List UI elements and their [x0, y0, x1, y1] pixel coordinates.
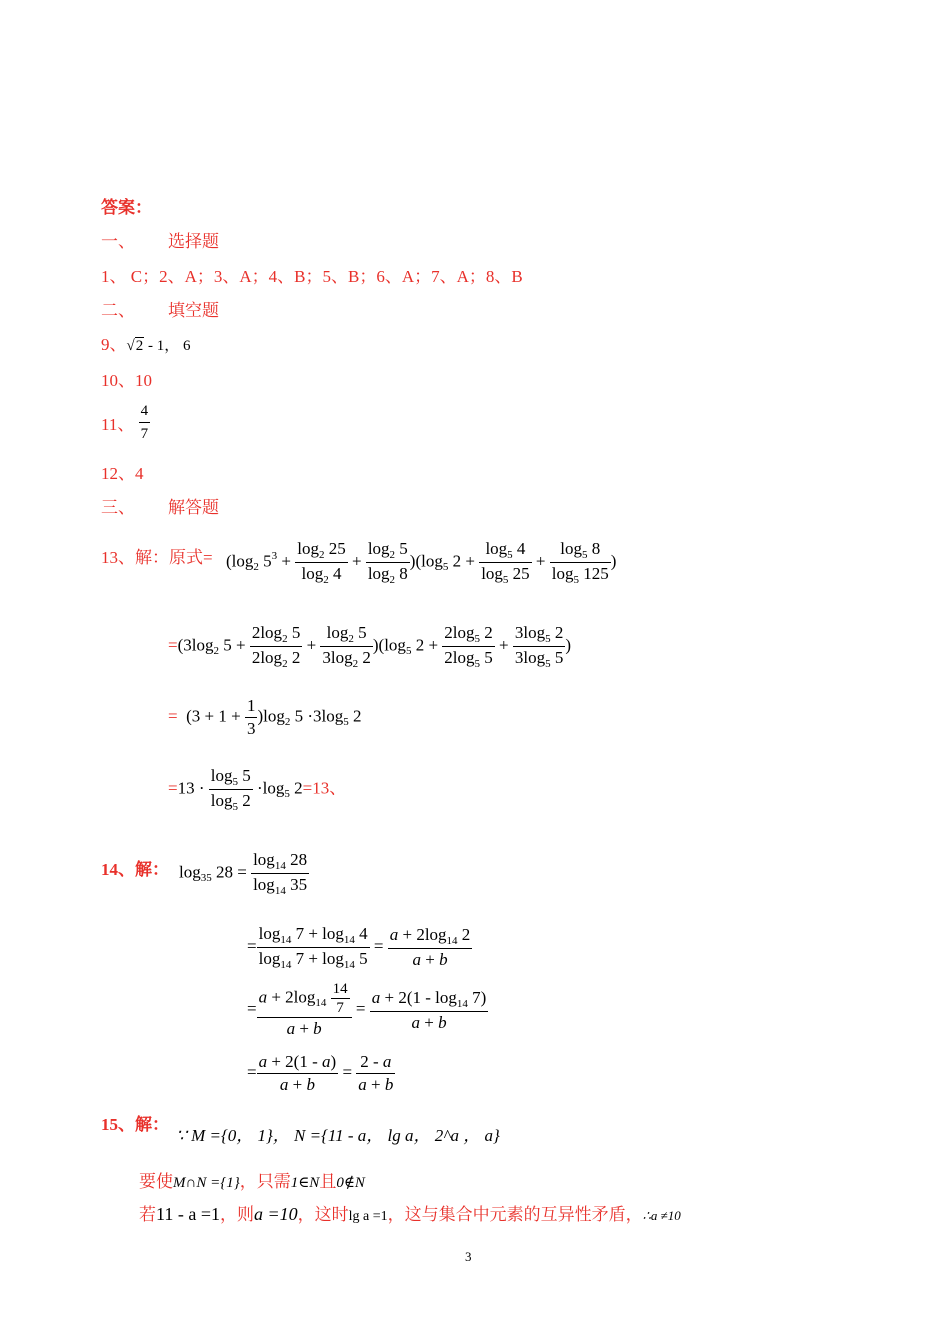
q15-line3 [139, 1200, 681, 1225]
q13-line4: =13 · $\frac{\log_5 5}{\log_5 2}$ $\cdot\log_5$ 2=13、 [168, 766, 347, 813]
section-fill-number: 二、 [101, 301, 135, 320]
q15-line2-pre: 要使 [139, 1172, 173, 1191]
q15-line2-math: M∩N ={1} [173, 1175, 240, 1191]
page-number: 3 [465, 1249, 472, 1264]
q11-denominator: 7 [140, 426, 149, 442]
q11-numerator: 4 [139, 400, 151, 423]
q14-line1: $\log_{35} 28$ = $\frac{\log_{14} 28}{\log_{14} 35}$ [179, 850, 308, 897]
q15-line3-mid3: ，这与集合中元素的互异性矛盾， [387, 1205, 643, 1224]
q15-line2-mid: ，只需 [239, 1172, 291, 1191]
q11-answer [101, 400, 150, 445]
q11-fraction [139, 400, 151, 445]
q15-line3-pre: 若 [139, 1205, 156, 1224]
q15-line3-math4: ∴a ≠10 [642, 1208, 681, 1223]
q14-line3: = $a + 2\log_{14}$ $\frac{14}{7}$ a + b = $\frac{a + 2(1 - \log_{14} 7)}{a + b}$ [247, 981, 487, 1038]
section-solve-number: 三、 [101, 498, 135, 517]
q15-line1: ∵ M ={0， 1}， N ={11 - a， lg a， 2^a ， a} [176, 1126, 500, 1145]
q15-line3-math1: 11 - a =1 [156, 1204, 220, 1224]
q9-root: 2 [135, 338, 144, 354]
q15-line3-mid1: ，则 [219, 1205, 254, 1224]
section-fill-title: 填空题 [168, 301, 219, 320]
q13-line2: $=(3\log_2$ 5 + $\frac{2\log_2 5}{2\log_2 2}$ + $\frac{\log_2 5}{3\log_2 2}$ )($\log_5$ 2 + $\frac{2\log_5 2}{2\log_5 5}$ + $\frac{3\log_5 2}{3\log_5 5}$ ) [168, 623, 572, 670]
q15-line2-math2: 1∈N [290, 1175, 320, 1191]
answer-heading: 答案： [101, 198, 152, 217]
q15-line3-math3: lg a =1 [348, 1209, 388, 1224]
q15-line2 [139, 1167, 365, 1192]
q13-line1: ($\log_2$ $5^3$ + $\frac{\log_2 25}{\log_2 4}$ + $\frac{\log_2 5}{\log_2 8}$ )($\log_5$ 2 + $\frac{\log_5 4}{\log_5 25}$ + $\frac{\log_5 8}{\log_5 125}$ ) [226, 539, 617, 586]
choice-answers: 1、 C；2、A；3、A；4、B；5、B；6、A；7、A；8、B [101, 267, 523, 286]
q10-answer: 10、10 [101, 371, 152, 390]
q9-label: 9、 [101, 335, 127, 354]
q14-label: 14、解： [101, 860, 169, 879]
section-choice-number: 一、 [101, 232, 135, 251]
q12-answer: 12、4 [101, 464, 144, 483]
q11-label: 11、 [101, 415, 135, 434]
q9-rest: - 1， 6 [147, 338, 191, 354]
q15-label: 15、解： [101, 1115, 169, 1134]
q14-line4: = $\frac{a + 2(1 - a)}{a + b}$ = $\frac{2 - a}{a + b}$ [247, 1052, 394, 1094]
q15-line2-mid2: 且 [319, 1172, 337, 1191]
q9-answer [101, 330, 190, 355]
q15-line3-mid2: ，这时 [297, 1205, 349, 1224]
section-solve-title: 解答题 [168, 498, 219, 517]
section-choice-title: 选择题 [168, 232, 219, 251]
q9-math: √2 - 1， 6 [126, 338, 191, 354]
q15-line3-math2: a =10 [253, 1204, 298, 1224]
q13-line3: = (3 + 1 + $\frac{1}{3}$ )$\log_2$ $5 \cdot 3\log_5$ 2 [168, 696, 362, 738]
q13-label: 13、解：原式= [101, 548, 213, 567]
q14-line2: = $\frac{\log_{14} 7 + \log_{14} 4}{\log_{14} 7 + \log_{14} 5}$ = $\frac{a + 2\log_{14} 2}{a + b}$ [247, 924, 471, 971]
q15-line2-math3: 0∉N [336, 1175, 365, 1191]
q13-result: =13、 [302, 778, 347, 798]
